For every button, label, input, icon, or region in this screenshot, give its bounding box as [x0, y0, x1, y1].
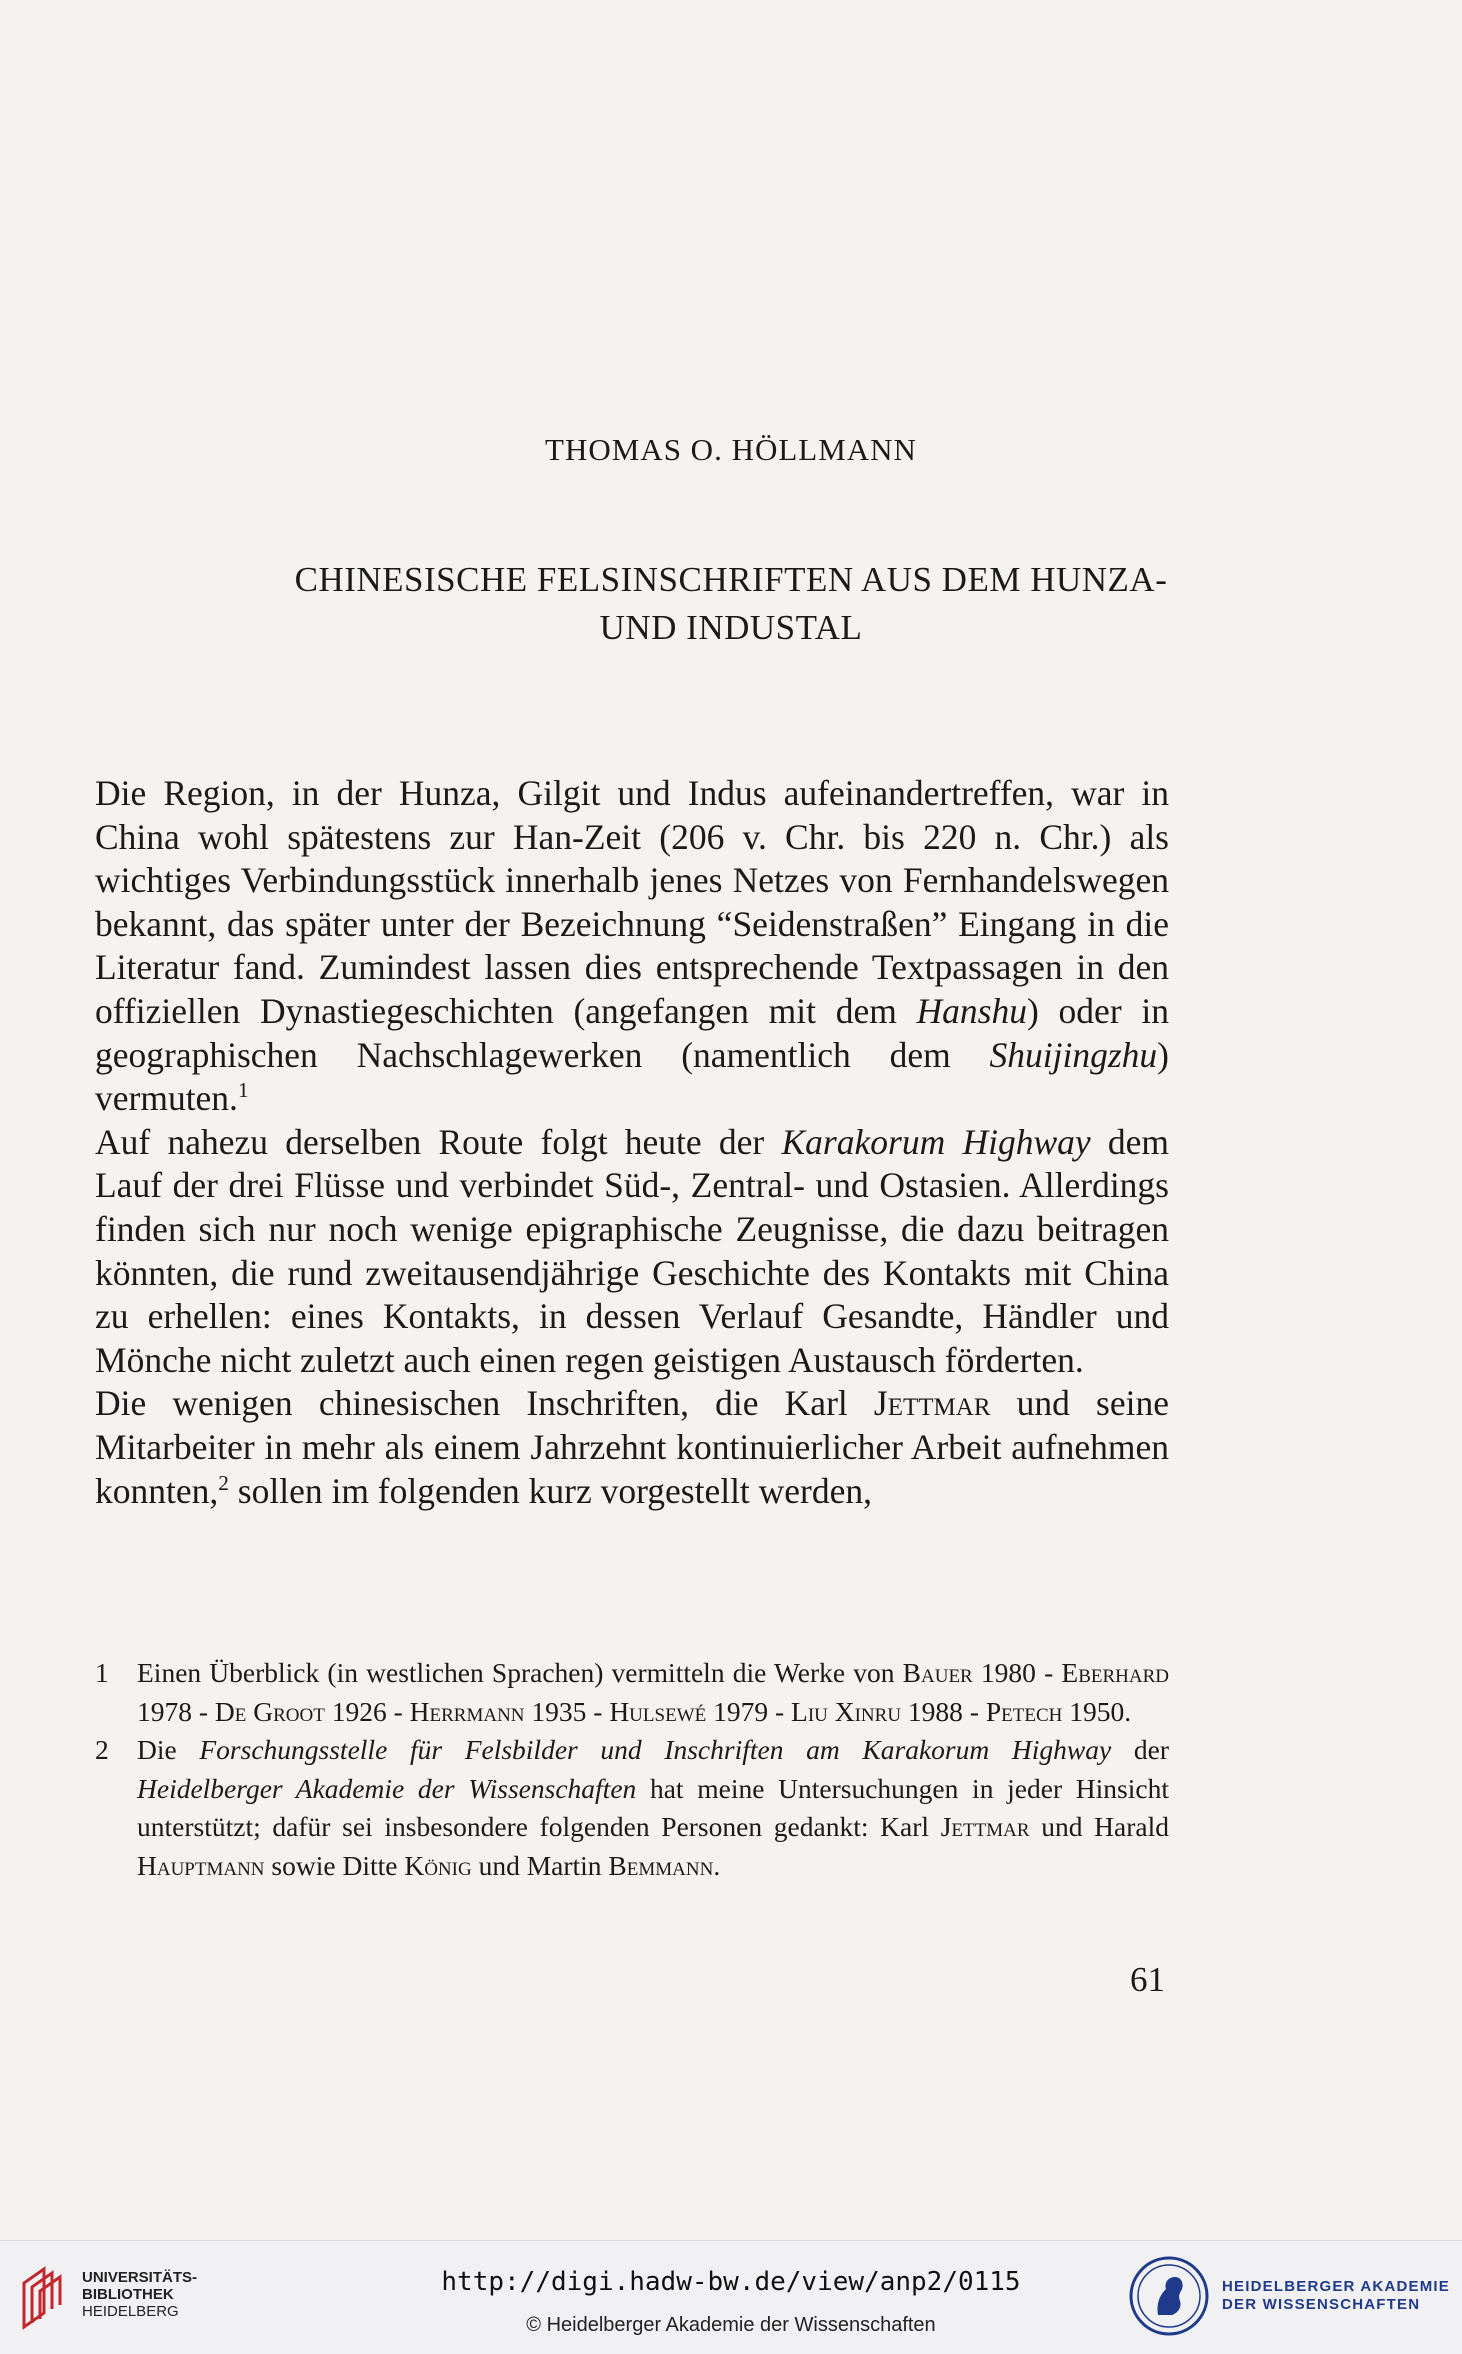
name-bauer: Bauer — [902, 1657, 973, 1688]
italic-title-shuijingzhu: Shuijingzhu — [989, 1034, 1158, 1075]
name-jettmar: Jettmar — [940, 1811, 1030, 1842]
ub-line-1: UNIVERSITÄTS- — [82, 2269, 198, 2286]
name-hauptmann: Hauptmann — [137, 1849, 265, 1881]
text-run: . — [713, 1849, 721, 1881]
text-run: sollen im folgenden kurz vorgestellt werden, — [228, 1470, 873, 1511]
text-run: und Harald — [1029, 1811, 1169, 1842]
text-run: sowie Ditte — [264, 1849, 405, 1881]
footnote-2 — [95, 1731, 1169, 1885]
footnote-number: 1 — [95, 1657, 109, 1688]
academy-line-2: DER WISSENSCHAFTEN — [1222, 2296, 1421, 2313]
text-run: dem Lauf der drei Flüsse und verbindet Süd-, Zentral- und Ostasien. Allerdings finden sich nur noch wenige epigraphische Zeugnisse, die dazu beitragen könnten, die rund zweitausendjährige Geschichte des Kontakts mit China zu erhellen: eines Kontakts, in dessen Verlauf Gesandte, Händler und Mönche nicht zuletzt auch einen regen geistigen Austausch förderten. — [95, 1121, 1170, 1380]
italic-hadw: Heidelberger Akademie der Wissenschaften — [137, 1772, 637, 1804]
academy-seal-icon[interactable] — [1128, 2255, 1210, 2337]
name-herrmann: Herrmann — [409, 1695, 525, 1727]
footnote-ref-1[interactable]: 1 — [237, 1078, 249, 1103]
text-run: hat meine Untersuchungen in jeder Hinsicht unterstützt; dafür sei insbesondere folgenden Personen gedankt: Karl — [137, 1772, 1169, 1842]
text-run: und Martin — [471, 1849, 609, 1881]
paragraph-2 — [95, 1121, 1169, 1383]
text-run: ) vermuten. — [95, 1034, 1169, 1119]
name-hulsewe: Hulsewé — [609, 1695, 707, 1727]
name-koenig: König — [404, 1849, 472, 1881]
text-run: Auf nahezu derselben Route folgt heute der — [95, 1121, 782, 1162]
academy-label — [1222, 2278, 1450, 2314]
page-number: 61 — [1130, 1960, 1165, 1999]
viewer-footer — [0, 2240, 1462, 2354]
permalink-url[interactable]: http://digi.hadw-bw.de/view/anp2/0115 — [441, 2267, 1021, 2297]
ub-line-2: BIBLIOTHEK — [82, 2286, 174, 2303]
footnote-number: 2 — [95, 1734, 109, 1765]
italic-karakorum-highway: Karakorum Highway — [781, 1121, 1091, 1162]
text-run: ) oder in geographischen Nachschlagewerken (namentlich dem — [95, 990, 1169, 1075]
title-line-1: CHINESISCHE FELSINSCHRIFTEN AUS DEM HUNZA- — [294, 560, 1168, 599]
text-run: 1988 - — [901, 1695, 986, 1727]
name-liu-xinru: Liu Xinru — [791, 1695, 902, 1727]
academy-line-1: HEIDELBERGER AKADEMIE — [1222, 2278, 1450, 2295]
name-jettmar: Jettmar — [873, 1383, 991, 1424]
text-run: Die — [137, 1734, 200, 1765]
name-de-groot: De Groot — [214, 1695, 325, 1727]
paragraph-3 — [95, 1382, 1169, 1513]
text-run: Die Region, in der Hunza, Gilgit und Indus aufeinandertreffen, war in China wohl spätestens zur Han-Zeit (206 v. Chr. bis 220 n. Chr.) als wichtiges Verbindungsstück innerhalb jenes Netzes von Fernhandelswegen bekannt, das später unter der Bezeichnung “Seidenstraßen” Eingang in die Literatur fand. Zumindest lassen dies entsprechende Textpassagen in den offiziellen Dynastiegeschichten (angefangen mit dem — [95, 773, 1169, 1031]
ub-line-3: HEIDELBERG — [82, 2303, 179, 2320]
copyright-notice: © Heidelberger Akademie der Wissenschaften — [526, 2314, 936, 2336]
footnote-ref-2[interactable]: 2 — [218, 1470, 229, 1495]
author-name: THOMAS O. HÖLLMANN — [545, 432, 917, 467]
name-eberhard: Eberhard — [1061, 1657, 1169, 1688]
italic-title-hanshu: Hanshu — [916, 990, 1027, 1031]
text-run: 1978 - — [137, 1695, 215, 1727]
text-run: 1979 - — [706, 1695, 792, 1727]
article-title — [120, 556, 1342, 652]
text-run: 1950. — [1062, 1695, 1132, 1727]
paragraph-1 — [95, 772, 1169, 1121]
text-run: 1935 - — [524, 1695, 610, 1727]
text-run: Einen Überblick (in westlichen Sprachen) vermitteln die Werke von — [137, 1657, 903, 1688]
text-run: der — [1111, 1734, 1169, 1765]
title-line-2: UND INDUSTAL — [599, 608, 863, 647]
italic-forschungsstelle: Forschungsstelle für Felsbilder und Inschriften am Karakorum Highway — [199, 1734, 1112, 1765]
name-petech: Petech — [985, 1695, 1063, 1727]
text-run: und seine Mitarbeiter in mehr als einem Jahrzehnt kontinuierlicher Arbeit aufnehmen konnten, — [95, 1383, 1169, 1511]
footnote-1 — [95, 1654, 1169, 1731]
text-run: Die wenigen chinesischen Inschriften, die Karl — [95, 1383, 874, 1424]
name-bemmann: Bemmann — [608, 1849, 714, 1881]
text-run: 1980 - — [972, 1657, 1062, 1688]
text-run: 1926 - — [324, 1695, 410, 1727]
body-text — [95, 772, 1169, 1513]
footnotes — [95, 1654, 1169, 1885]
